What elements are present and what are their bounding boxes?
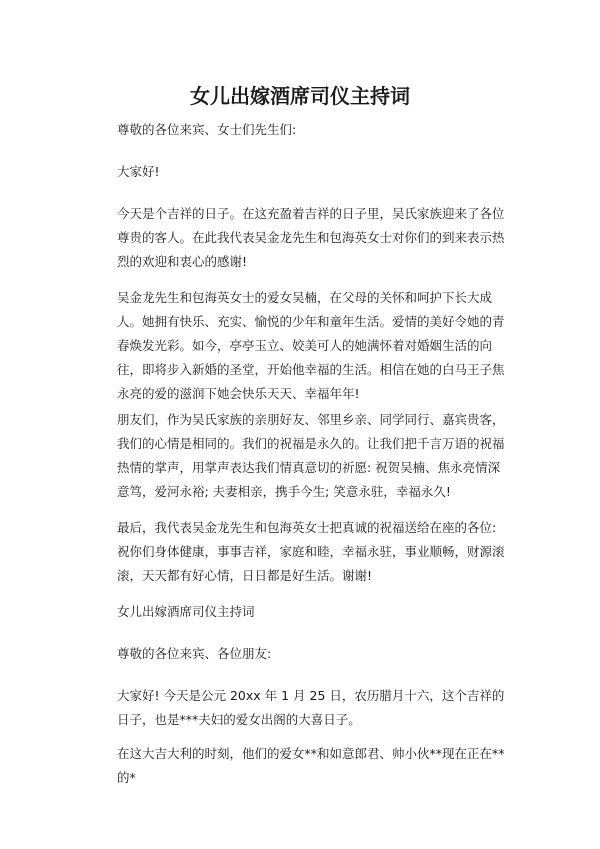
second-title: 女儿出嫁酒席司仪主持词 [117,604,255,619]
paragraph-couple: 在这大吉大利的时刻，他们的爱女**和如意郎君、帅小伙**现在正在**的* [117,746,505,785]
paragraph-date: 大家好! 今天是公元 20xx 年 1 月 25 日，农历腊月十六，这个吉祥的日子，也是***夫妇的爱女出阁的大喜日子。 [117,688,505,727]
hello-line: 大家好! [117,164,160,179]
document-title: 女儿出嫁酒席司仪主持词 [190,84,410,108]
greeting-line: 尊敬的各位来宾、女士们先生们: [117,122,297,137]
paragraph-closing: 最后，我代表吴金龙先生和包海英女士把真诚的祝福送给在座的各位: 祝你们身体健康，事事吉祥，家庭和睦，幸福永驻，事业顺畅，财源滚滚，天天都有好心情，日日都是好生活。谢谢! [117,520,505,583]
paragraph-welcome: 今天是个吉祥的日子。在这充盈着吉祥的日子里，吴氏家族迎来了各位尊贵的客人。在此我代表吴金龙先生和包海英女士对你们的到来表示热烈的欢迎和衷心的感谢! [117,206,505,269]
paragraph-friends: 朋友们，作为吴氏家族的亲朋好友、邻里乡亲、同学同行、嘉宾贵客，我们的心情是相同的。我们的祝福是永久的。让我们把千言万语的祝福热情的掌声，用掌声表达我们情真意切的祈愿: 祝贺吴楠、焦永亮情深意笃，爱河永裕; 夫妻相亲，携手今生; 笑意永驻，幸福永久! [117,412,505,499]
second-greeting-line: 尊敬的各位来宾、各位朋友: [117,646,272,661]
paragraph-bride-intro: 吴金龙先生和包海英女士的爱女吴楠，在父母的关怀和呵护下长大成人。她拥有快乐、充实、愉悦的少年和童年生活。爱情的美好令她的青春焕发光彩。如今，亭亭玉立、姣美可人的她满怀着对婚姻生活的向往，即将步入新婚的圣堂，开始他幸福的生活。相信在她的白马王子焦永亮的爱的滋润下她会快乐天天、幸福年年! [117,290,505,401]
